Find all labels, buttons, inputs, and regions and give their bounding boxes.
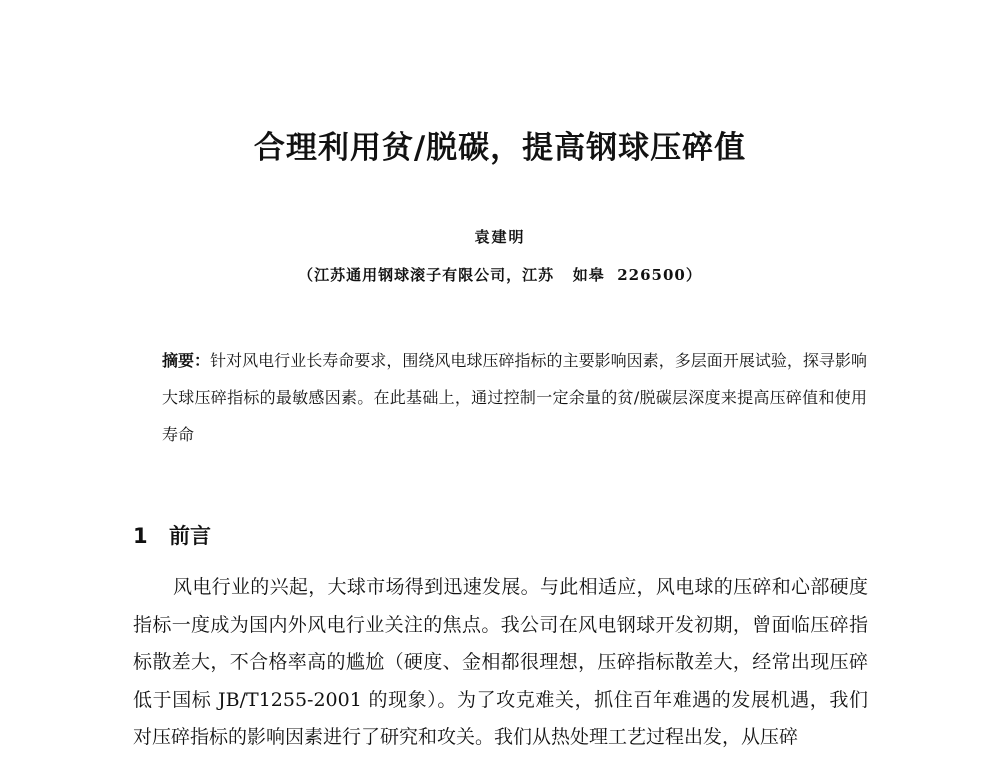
author-name: 袁建明 (474, 228, 526, 246)
author-affiliation: （江苏通用钢球滚子有限公司，江苏 如皋 226500） (298, 266, 702, 284)
abstract-text: 针对风电行业长寿命要求，围绕风电球压碎指标的主要影响因素，多层面开展试验，探寻影响大球压碎指标的最敏感因素。在此基础上，通过控制一定余量的贫/脱碳层深度来提高压碎值和使用寿命 (162, 351, 867, 444)
section-heading (133, 520, 211, 550)
body-paragraph: 风电行业的兴起，大球市场得到迅速发展。与此相适应，风电球的压碎和心部硬度指标一度成为国内外风电行业关注的焦点。我公司在风电钢球开发初期，曾面临压碎指标散差大，不合格率高的尴尬（硬度、金相都很理想，压碎指标散差大，经常出现压碎低于国标 JB/T1255-2001 的现象）。为了攻克难关，抓住百年难遇的发展机遇，我们对压碎指标的影响因素进行了研究和攻关。我们从热处理工艺过程出发，从压碎 (133, 576, 868, 748)
paper-title: 合理利用贫/脱碳，提高钢球压碎值 (253, 130, 747, 166)
section-title: 前言 (169, 524, 211, 548)
abstract-label: 摘要： (162, 351, 211, 370)
section-number: 1 (133, 524, 148, 548)
abstract (162, 342, 867, 453)
